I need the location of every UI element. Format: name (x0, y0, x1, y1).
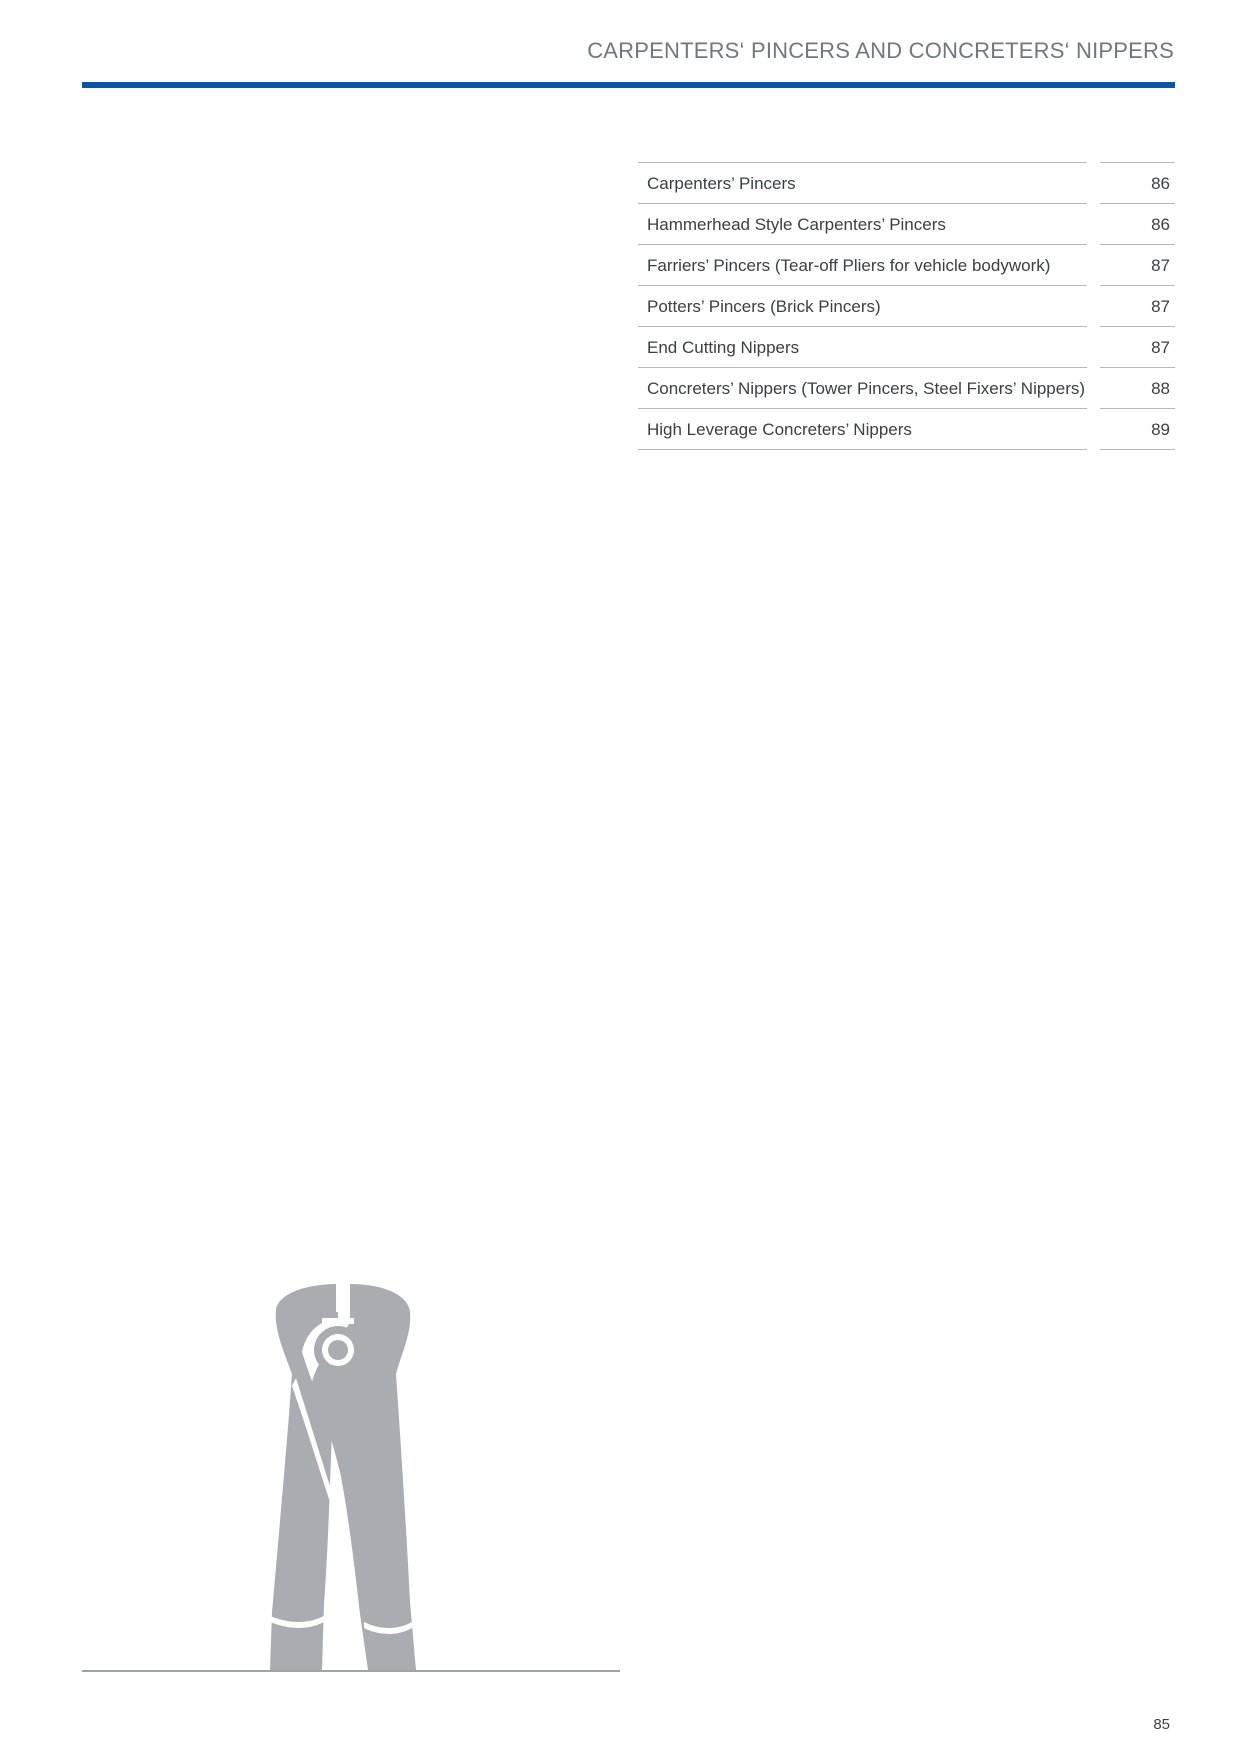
toc-entry-title: Farriers’ Pincers (Tear-off Pliers for vehicle bodywork) (638, 244, 1087, 285)
toc-entry-page: 86 (1100, 162, 1175, 203)
toc-entry-title: Concreters’ Nippers (Tower Pincers, Steel Fixers’ Nippers) (638, 367, 1087, 408)
bottom-rule (82, 1670, 620, 1672)
toc-row[interactable] (638, 326, 1175, 367)
toc-row[interactable] (638, 162, 1175, 203)
page-title: CARPENTERS‘ PINCERS AND CONCRETERS‘ NIPPERS (587, 38, 1174, 63)
toc-entry-page: 87 (1100, 285, 1175, 326)
toc-entry-page: 87 (1100, 326, 1175, 367)
table-of-contents (638, 162, 1175, 450)
toc-bottom-rule (638, 449, 1175, 450)
toc-entry-title: High Leverage Concreters’ Nippers (638, 408, 1087, 449)
toc-entry-title: End Cutting Nippers (638, 326, 1087, 367)
toc-row[interactable] (638, 244, 1175, 285)
toc-entry-title: Potters’ Pincers (Brick Pincers) (638, 285, 1087, 326)
pincers-icon (250, 1282, 440, 1672)
toc-entry-page: 88 (1100, 367, 1175, 408)
header-rule (82, 82, 1175, 88)
toc-row[interactable] (638, 367, 1175, 408)
toc-entry-title: Carpenters’ Pincers (638, 162, 1087, 203)
toc-row[interactable] (638, 285, 1175, 326)
toc-entry-page: 87 (1100, 244, 1175, 285)
toc-entry-title: Hammerhead Style Carpenters’ Pincers (638, 203, 1087, 244)
toc-row[interactable] (638, 203, 1175, 244)
toc-entry-page: 86 (1100, 203, 1175, 244)
toc-entry-page: 89 (1100, 408, 1175, 449)
page-number: 85 (1153, 1716, 1170, 1733)
toc-row[interactable] (638, 408, 1175, 449)
